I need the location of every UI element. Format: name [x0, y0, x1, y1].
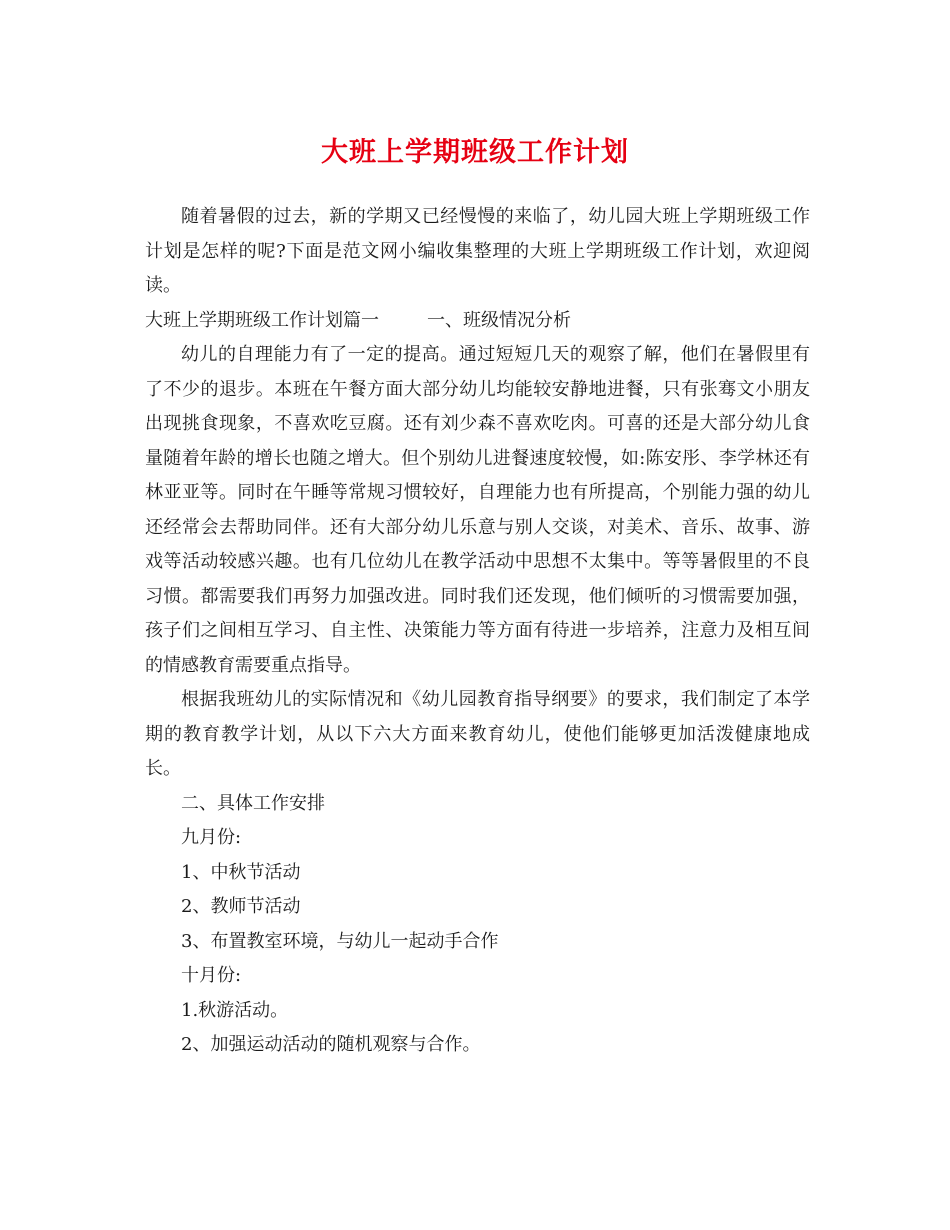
plan-paragraph: 根据我班幼儿的实际情况和《幼儿园教育指导纲要》的要求，我们制定了本学期的教育教学计划，从以下六大方面来教育幼儿，使他们能够更加活泼健康地成长。: [145, 689, 810, 779]
month-label: 十月份:: [181, 965, 242, 986]
document-body: [145, 200, 810, 1063]
analysis-paragraph: 幼儿的自理能力有了一定的提高。通过短短几天的观察了解，他们在暑假里有了不少的退步。本班在午餐方面大部分幼儿均能较安静地进餐，只有张骞文小朋友出现挑食现象，不喜欢吃豆腐。还有刘少森不喜欢吃肉。可喜的还是大部分幼儿食量随着年龄的增长也随之增大。但个别幼儿进餐速度较慢，如:陈安彤、李学林还有林亚亚等。同时在午睡等常规习惯较好，自理能力也有所提高，个别能力强的幼儿还经常会去帮助同伴。还有大部分幼儿乐意与别人交谈，对美术、音乐、故事、游戏等活动较感兴趣。也有几位幼儿在教学活动中思想不太集中。等等暑假里的不良习惯。都需要我们再努力加强改进。同时我们还发现，他们倾听的习惯需要加强，孩子们之间相互学习、自主性、决策能力等方面有待进一步培养，注意力及相互间的情感教育需要重点指导。: [145, 344, 810, 676]
work-arrangement-heading: 二、具体工作安排: [181, 792, 325, 814]
document-title: 大班上学期班级工作计划: [321, 137, 629, 168]
section-heading-title: 大班上学期班级工作计划篇一: [145, 309, 379, 331]
list-item: 1、中秋节活动: [181, 861, 301, 883]
section-heading-subtitle: 一、班级情况分析: [427, 309, 571, 331]
month-label: 九月份:: [181, 827, 242, 848]
section-heading-line: [145, 304, 810, 339]
intro-paragraph: 随着暑假的过去，新的学期又已经慢慢的来临了，幼儿园大班上学期班级工作计划是怎样的呢?下面是范文网小编收集整理的大班上学期班级工作计划，欢迎阅读。: [145, 206, 810, 296]
list-item: 2、教师节活动: [181, 896, 301, 917]
list-item: 2、加强运动活动的随机观察与合作。: [181, 1034, 481, 1055]
list-item: 3、布置教室环境，与幼儿一起动手合作: [181, 930, 499, 952]
list-item: 1.秋游活动。: [181, 999, 289, 1021]
